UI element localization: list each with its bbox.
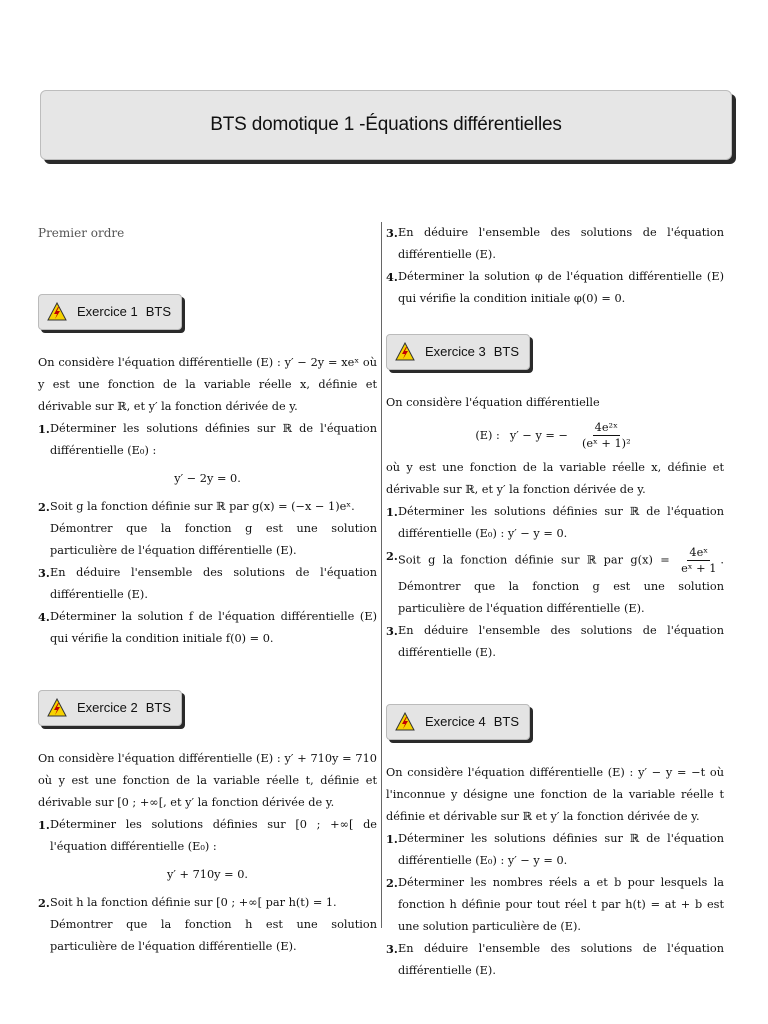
exercise-3-q3: 3. En déduire l'ensemble des solutions de l'équation différentielle (E).	[386, 624, 724, 659]
equation-fraction	[580, 420, 633, 451]
exercise-2-q3: 3. En déduire l'ensemble des solutions de l'équation différentielle (E).	[386, 226, 724, 261]
exercise-tag: BTS	[145, 304, 171, 319]
exercise-2-q1-equation: y′ + 710y = 0.	[167, 868, 248, 881]
exercise-tag: BTS	[145, 700, 171, 715]
exercise-label: Exercice 1	[77, 304, 138, 319]
exercise-4-badge	[386, 704, 530, 740]
exercise-3-intro: On considère l'équation différentielle	[386, 396, 600, 409]
fraction-numerator: 4eˣ	[689, 546, 709, 559]
warning-icon	[47, 698, 67, 718]
warning-icon	[395, 342, 415, 362]
equation-name: (E) :	[475, 428, 500, 442]
page-title: BTS domotique 1 -Équations différentielles	[210, 114, 562, 135]
fraction-denominator: eˣ + 1	[681, 562, 717, 575]
exercise-1-badge	[38, 294, 182, 330]
exercise-2-q2: 2. Soit h la fonction définie sur [0 ; +∞[ par h(t) = 1. Démontrer que la fonction h est une solution particulière de l'équation différentielle (E).	[38, 896, 377, 953]
exercise-1-q3: 3. En déduire l'ensemble des solutions de l'équation différentielle (E).	[38, 566, 377, 601]
exercise-tag: BTS	[493, 344, 519, 359]
section-title: Premier ordre	[38, 226, 125, 240]
exercise-1-q1: 1. Déterminer les solutions définies sur ℝ de l'équation différentielle (E₀) :	[38, 422, 377, 457]
exercise-2-intro: On considère l'équation différentielle (E) : y′ + 710y = 710 où y est une fonction de la variable réelle t, définie et dérivable sur [0 ; +∞[, et y′ la fonction dérivée de y.	[38, 752, 377, 809]
warning-icon	[395, 712, 415, 732]
exercise-label: Exercice 4	[425, 714, 486, 729]
exercise-3-q2: 2. Soit g la fonction définie sur ℝ par g(x) = $\frac{\text{4eˣ}}{\text{eˣ + 1}}$ . Démontrer que la fonction g est une solution particulière de l'équation différentielle (E).	[386, 546, 724, 615]
exercise-3-badge	[386, 334, 530, 370]
exercise-1-intro: On considère l'équation différentielle (E) : y′ − 2y = xeˣ où y est une fonction de la variable réelle x, définie et dérivable sur ℝ, et y′ la fonction dérivée de y.	[38, 356, 377, 413]
exercise-3-equation	[386, 420, 724, 451]
exercise-2-q4: 4. Déterminer la solution φ de l'équation différentielle (E) qui vérifie la condition initiale φ(0) = 0.	[386, 270, 724, 305]
exercise-3-q1: 1. Déterminer les solutions définies sur ℝ de l'équation différentielle (E₀) : y′ − y = 0.	[386, 505, 724, 540]
right-column	[386, 222, 724, 982]
exercise-4-intro: On considère l'équation différentielle (E) : y′ − y = −t où l'inconnue y désigne une fonction de la variable réelle t définie et dérivable sur ℝ et y′ la fonction dérivée de y.	[386, 766, 724, 823]
exercise-4-q2: 2. Déterminer les nombres réels a et b pour lesquels la fonction h définie pour tout réel t par h(t) = at + b est une solution particulière de (E).	[386, 876, 724, 933]
exercise-3-after: où y est une fonction de la variable réelle x, définie et dérivable sur ℝ, et y′ la fonction dérivée de y.	[386, 461, 724, 496]
exercise-4-q3: 3. En déduire l'ensemble des solutions de l'équation différentielle (E).	[386, 942, 724, 977]
exercise-2-q1: 1. Déterminer les solutions définies sur [0 ; +∞[ de l'équation différentielle (E₀) :	[38, 818, 377, 853]
exercise-1-q1-equation: y′ − 2y = 0.	[174, 472, 241, 485]
left-column	[38, 222, 377, 958]
exercise-label: Exercice 3	[425, 344, 486, 359]
exercise-1-q2: 2. Soit g la fonction définie sur ℝ par g(x) = (−x − 1)eˣ. Démontrer que la fonction g est une solution particulière de l'équation différentielle (E).	[38, 500, 377, 557]
column-divider	[381, 222, 382, 928]
fraction-numerator: 4e²ˣ	[594, 421, 618, 434]
title-box	[40, 90, 732, 160]
exercise-1-q4: 4. Déterminer la solution f de l'équation différentielle (E) qui vérifie la condition initiale f(0) = 0.	[38, 610, 377, 645]
q2-fraction	[679, 545, 718, 576]
warning-icon	[47, 302, 67, 322]
exercise-tag: BTS	[493, 714, 519, 729]
equation-lhs: y′ − y = −	[509, 428, 568, 442]
exercise-2-badge	[38, 690, 182, 726]
fraction-denominator: (eˣ + 1)²	[581, 437, 631, 450]
exercise-4-q1: 1. Déterminer les solutions définies sur ℝ de l'équation différentielle (E₀) : y′ − y = 0.	[386, 832, 724, 867]
exercise-label: Exercice 2	[77, 700, 138, 715]
